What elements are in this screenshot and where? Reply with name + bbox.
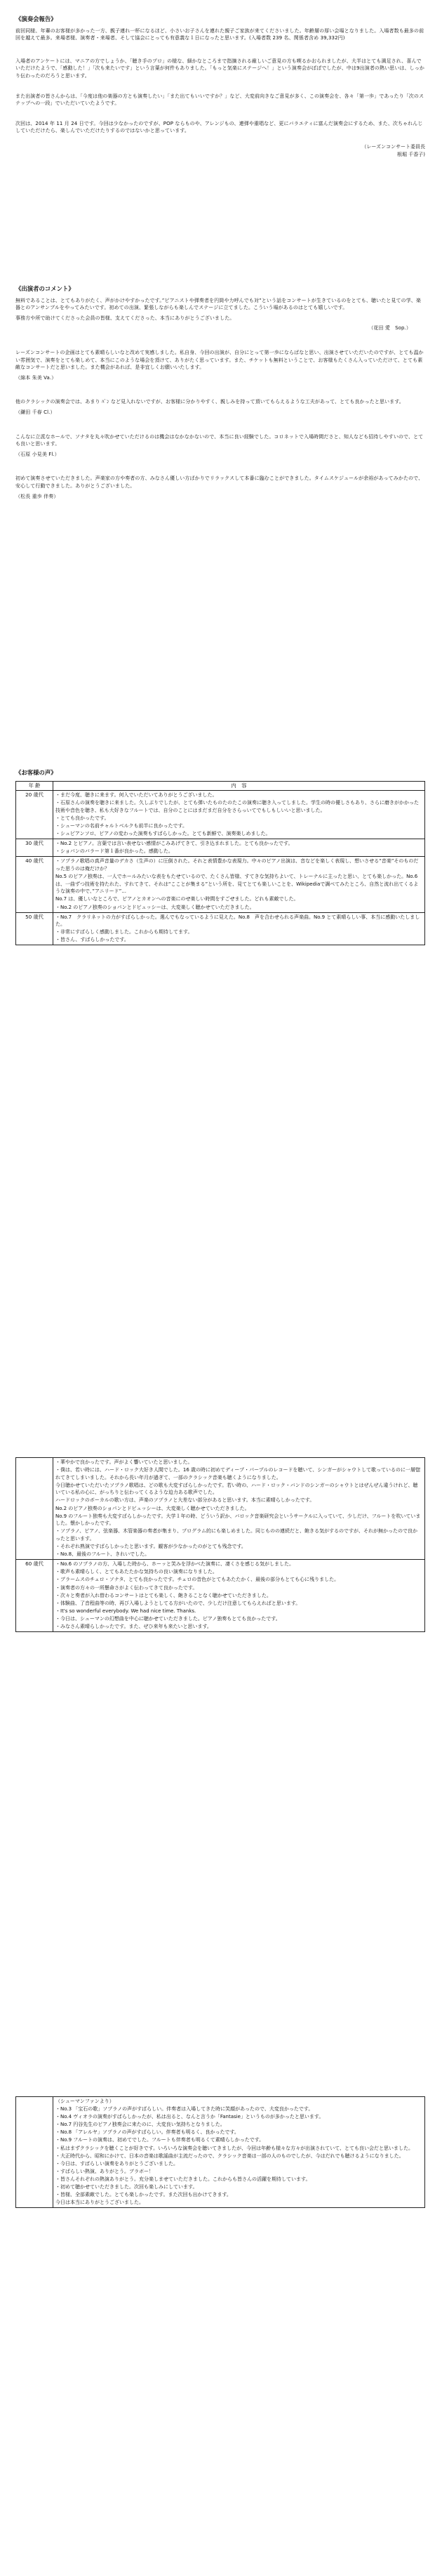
comment-line: ・まだ今度、聴きに来ます。何入でいただいてありがとうございました。	[55, 792, 217, 799]
comment-line: ・演奏者の方々の一所懸命さがよく伝わってきて良かったです。	[55, 1584, 198, 1591]
comment: 初めて演奏させていただきました。声楽家の方や奏者の方、みなさん優しい方ばかりでリラックスして本番に臨むことができました。タイムスケジュールが余裕があってみかたので、安心して行動できました。ありがとうございました。	[15, 475, 424, 489]
performers-comments-section	[15, 285, 425, 503]
table-row	[16, 791, 425, 839]
comment-line: ・石原さんの演奏を聴きに来ました。久しぶりでしたが、とても弾いたものたのたこの演奏に聴き入ってしました。学生の時の優しさもあり、さらに磨きがかかった技術や音色を聴き、私も大好きなフルートでは、自分のことにはまだまだ自分をさらっいてでもしもしいいと思いました。	[55, 800, 419, 813]
box-header: （シューマンファンより）	[55, 2098, 114, 2104]
age-cell: 40 歳代	[16, 857, 53, 912]
comment-line: No.5 のピアノ独奏は、一人でホールみたいな表をもたせているので、たくさん皆様、すてきな気持ちよいて、トレーナルに主ったと思い、とても楽しかった。No.6 は、一曲ずつ技術を持たれた、すれてきて、それは“こことが集まる”という所を、見てとても楽しいことを、Wikipediaで調べてみたところ、自然と流れ出てくるような演奏の中で、”アニリード”...	[55, 874, 419, 895]
age-cell	[16, 2097, 53, 2208]
comment-line: ・No.6 のソプラノの方、入場した時から、ホーッと笑みを浮かべた演奏に、凄くさを感じる気がしました。	[55, 1561, 294, 1568]
comment-line: ・今日は、シューマンの幻想曲を中心に聴かせていただきました。ピアノ独奏もとても良かったです。	[55, 1615, 281, 1622]
signature	[15, 143, 425, 158]
paragraph: 入場者のアンケートには、マニアの方でしょうか、「聴き手のプロ」の様な、細かなところまで指摘される厳しいご意見の方も喫るかおられましたが、大半はとても満足され、喜んでいただけたようで、「感動した！」「次も来たいです」という言葉が何件もありました。「もっと気楽にステージへ！」という演奏会がぼぼでしたが、中は9出演者の熱い思いは、しっかり伝わったのだろうと思います。	[15, 58, 424, 79]
comment-line: ・No.7 クラリネットの力がすばらしかった。選んでもなっているように見えた。No.8 声を合わせられる声楽曲。No.9 とて素晴らしい事、本当に感動いたしました。	[55, 914, 420, 928]
content-cell	[53, 912, 425, 945]
section-title: 《出演者のコメント》	[15, 285, 74, 292]
comment-extra: 事務方や所で助けてくださった会員の皆様、支えてくださった、本当にありがとうございました。	[15, 315, 235, 321]
comment-line: ・ブラームスのチェロ・ソナタ、とても良かったです。チェロの音色がとてもあたたかく、最後の部分もとても心に残りました。	[55, 1577, 340, 1583]
comment-line: ハードロックのボーカルの歌い方は、声楽のソプラノと大差ない部分があると思います。本当に素晴らしかったです。	[55, 1497, 315, 1504]
paragraph: 次回は、2014 年 11 月 24 日です。今回は少なかったのですが、POP ならものや、アレンジもの、連弾や重唱など、更にバラエティに富んだ演奏会にするため、また、次ちゃれんじしていただけたら、楽しんでいただけたりするのではないかと思っています。	[15, 120, 423, 134]
comment-line: ・とても良かったです。	[55, 815, 109, 821]
comment-author: （松長 重歩 伴奏）	[15, 493, 59, 499]
comment: 他のクラシックの演奏会では、あまり ﾊﾟﾝ など見入れないですが、お客様に分かりやすく、親しみを持って頂いてもらえるような工夫があって、とても良かったと思います。	[15, 399, 404, 405]
comment-line: ・非常にすばらしく感動しました。これからも期待してます。	[55, 929, 193, 935]
comment-author: （花田 愛 Sop.）	[368, 325, 411, 331]
audience-voices-schumann-fans	[15, 2096, 425, 2208]
comment-line: 今日は本当にありがとうございました。	[55, 2200, 144, 2206]
content-cell	[53, 2097, 425, 2208]
comment: 無料であることは、とてもありがたく、声がかけやすかったです。”ピアニストや弾奏者を円筒や力呼んでも対”という話をコンサートが生きているのをとても、聴いたと見ての学、楽器とのアンサンブルをやってみたいです。初めての出演、緊張しながらも楽しんでステージに立てました。こういう場があるのはとても嬉しいです。	[15, 297, 421, 311]
content-cell	[53, 1560, 425, 1632]
comment-line: ・華やかで良かったです。声がよく響いていたと思いました。	[55, 1459, 193, 1465]
comment-line: 今日聴かせていただいたソプラノ歌唱は、どの歌も大変すばらしかったです。若い時の、ハード・ロック・バンドのシンガーのシャウトとはぜんぜん違うけれど、聴いている私の心に、がっちりと伝わってくるような迫力ある歌声でした。	[55, 1482, 418, 1496]
comment-line: ・大正時代から、昭和にかけて、日本の音楽は歌謡曲が主流だったので、クラシック音楽は一部の人のものでしたが、今はだれでも聴けるようになりました。	[55, 2153, 404, 2159]
comment-line: ・初めて聴かせていただきました。次回も楽しみにしています。	[55, 2184, 198, 2190]
header-age: 年 齢	[16, 781, 53, 791]
comment-line: ・No.2 とピアノ。言葉では言い表せない感情がこみあげてきて、引き込まれました。とても良かったです。	[55, 841, 293, 847]
table-row	[16, 912, 425, 945]
table-row	[16, 2097, 425, 2208]
paragraph: 前回同様、年輩のお客様が多かった一方、親子連れ一杯になるほど、小さいお子さんを連れた親子ご家族が来てくださいました。年齢層の厚い会場となりました。入場者数も最多の前回を越えて最多。来場者様、演奏者・来場者、そして協会にとっても有意義な１日になったと思います。(入場者数 239 名、関係者含め 39,332円)	[15, 27, 424, 41]
comment-line: ・僕は、若い時には、ハード・ロック大好き人間でした。16 歳の時に初めてディープ・パープルのレコードを聴いて、シンガーがシャウトして歌っているのに一層惚れてきてしまいました。それから長い年月が過ぎて、一部のクラシック音楽も聴くようになりました。	[55, 1467, 420, 1480]
comment-line: ・No.3 「宝石の歌」ソプラノの声がすばらしい。伴奏者は入場してきた時に笑顔があったので、大変良かったです。	[55, 2106, 314, 2112]
comment-line: ・No.8 「アレルヤ」ソプラノの声がすばらしい。伴奏者も明るく、良かったです。	[55, 2129, 239, 2136]
content-cell	[53, 791, 425, 839]
comment-line: ・今日は、すばらしい演奏をありがとうございました。	[55, 2160, 178, 2167]
comment-line: ・皆様、全部素敵でした。とても楽しかったです。また次回も出かけてきます。	[55, 2192, 232, 2198]
comment-line: ・体験曲、了音程曲等の時、再び入場しようとしてる方がいたので、少しだけ注意してもらえればと思います。	[55, 1600, 301, 1606]
comment-line: ・すばらしい熱演、ありがとう。ブラボー！	[55, 2168, 154, 2174]
comment-author: （石原 小見美 Fl.）	[15, 451, 60, 457]
comment-line: ・シューマンの名前チャルトベルクも前半に良かったです。	[55, 823, 187, 829]
comment-line: ・No.8、最後のフルート、きれいでした。	[55, 1551, 150, 1558]
comment-line: ・シュピアンソロ、ピアノの変わった演奏もすばらしかった。とても新鮮で、演奏楽しめました。	[55, 831, 271, 837]
comment-line: ・ソプラノ歌唱の真声音量のデカさ（生声の）に圧倒された。それと表情豊かな表現力。中々のピアノ出演は、音などを楽しく表現し、想いさせる“音楽”そのものだった思うのは俺だけか？	[55, 858, 419, 872]
comment-line: ・皆さん、すばらしかったです。	[55, 937, 129, 943]
header-content: 内 容	[53, 781, 425, 791]
audience-table-3	[15, 2096, 425, 2208]
comment-line: No.2 のピアノ独奏のショパンとドビュッシーは、大変楽しく聴かせていただきました。	[55, 1505, 250, 1511]
age-cell: 30 歳代	[16, 839, 53, 857]
section-title: 《演奏会報告》	[15, 15, 57, 22]
table-row	[16, 1560, 425, 1632]
comment-line: ・次々と奏者が入れ替わるコンサートはとても楽しく、飽きることなく聴かせていただきました。	[55, 1592, 272, 1598]
comment-line: ・No.2 のピアノ独奏のショパンとドビュッシーは、大変楽しく聴かせていただきました。	[55, 904, 255, 910]
audience-table	[15, 781, 425, 946]
comment-line: ・ショパンのバラード第１番が良かった。感動した。	[55, 848, 173, 855]
signature-line: （レーズンコンサート委員長	[361, 143, 425, 150]
age-cell: 20 歳代	[16, 791, 53, 839]
audience-voices-section	[15, 769, 425, 945]
content-cell	[53, 839, 425, 857]
comment-author: （鎌田 千春 Cl.）	[15, 409, 55, 415]
comment-line: ・No.7 円谷先生のピアノ独奏会に来たのに、大変良い気持ちとなりました。	[55, 2122, 225, 2128]
audience-voices-continued	[15, 1457, 425, 1632]
comment-line: ・No.9 フルートの演奏は、初めてでした。フルートも伴奏者も明るくて素晴らしかったです。	[55, 2137, 264, 2143]
age-cell	[16, 1458, 53, 1560]
comment: こんなに立派なホールで、ソナタを丸々吹かせていただけるのは機会はなかなかないので、本当に良い経験でした。コロネットで入場時間ださと、知人なども招待しやすいので、とても良いと思います。	[15, 433, 424, 447]
comment-line: ・私はまずクラシックを聴くことが好きです。いろいろな演奏会を聴いてきましたが、今回は年齢も様々な方々が出演されていて、とても良い会だと思いました。	[55, 2145, 413, 2151]
content-cell	[53, 1458, 425, 1560]
table-row	[16, 1458, 425, 1560]
comment-line: No.9 のフルート独奏も大変すばらしかったです。大学１年の時、どういう訳か、バロック音楽研究会というサークルに入っていて、少しだけ、フルートを吹いていました。懐かしかったです。	[55, 1513, 421, 1527]
age-cell: 60 歳代	[16, 1560, 53, 1632]
comment-line: ・ソプラノ、ピアノ、弦楽器、木管楽器の奏者が集まり、プログラム的にも楽しめました。同じものの連続だと、飽きる気がするのですが、それが無かったので良かったと思います。	[55, 1528, 418, 1542]
audience-table-continued	[15, 1457, 425, 1632]
comment-line: No.7 は、優しいなところで、ピアノとカオンへの音楽にのせ楽しい時間をすごせました。どれも素敵でした。	[55, 896, 299, 902]
paragraph: また出演者の皆さんからは、「今度は他の楽器の方とも演奏したい」「また出てもいいですか？」など、大変前向きなご意見が多く、この演奏会を、各々「第一歩」であったり「次のステップへの一段」でいただいていたようです。	[15, 93, 424, 107]
comment-author: （綿本 朱美 Va.）	[15, 374, 57, 381]
comment-line: ・No.4 ヴィオラの演奏がすばらしかったが、私は出ると、なんと言うか「Fantasie」というものが多かったと思います。	[55, 2114, 324, 2120]
table-row	[16, 839, 425, 857]
age-cell: 50 歳代	[16, 912, 53, 945]
content-cell	[53, 857, 425, 912]
comment-line: ・It's so wonderful everybody. We had nice time. Thanks.	[55, 1608, 196, 1614]
concert-report-section	[15, 15, 425, 158]
signature-line: 根堀 千香子)	[397, 151, 425, 157]
table-header-row	[16, 781, 425, 791]
comment: レーズンコンサートの企画はとても素晴らしいなと改めて実感しました。私自身、今回の出演が、自分にとって第一歩にならばなと思い、出演させていただいたのですが、とても温かい雰囲気で、演奏をとても楽しめて、本当にこのような場会を頂けて、ありがたく思っています。また、チケットも無料ということで、お客様もたくさん入っていただけて、とても素敵なコンサートだと思いました。また機会があれば、是非宜しくお願いいたします。	[15, 349, 424, 371]
comment-line: ・みなさん素晴らしかったです。また、ぜひ来年も来たいと思います。	[55, 1623, 212, 1629]
comment-line: ・歌声も素晴らしく、とてもあたたかな気持ちの良い演奏になりました。	[55, 1569, 217, 1575]
comment-line: ・皆さんそれぞれの熱演ありがとう。充分楽しませていただきました。これからも皆さんの活躍を期待しています。	[55, 2176, 311, 2182]
comment-line: ・それぞれ熟演ですばらしかったと思います。観客が少なかったのがとても残念です。	[55, 1544, 246, 1550]
table-row	[16, 857, 425, 912]
section-title: 《お客様の声》	[15, 769, 57, 776]
